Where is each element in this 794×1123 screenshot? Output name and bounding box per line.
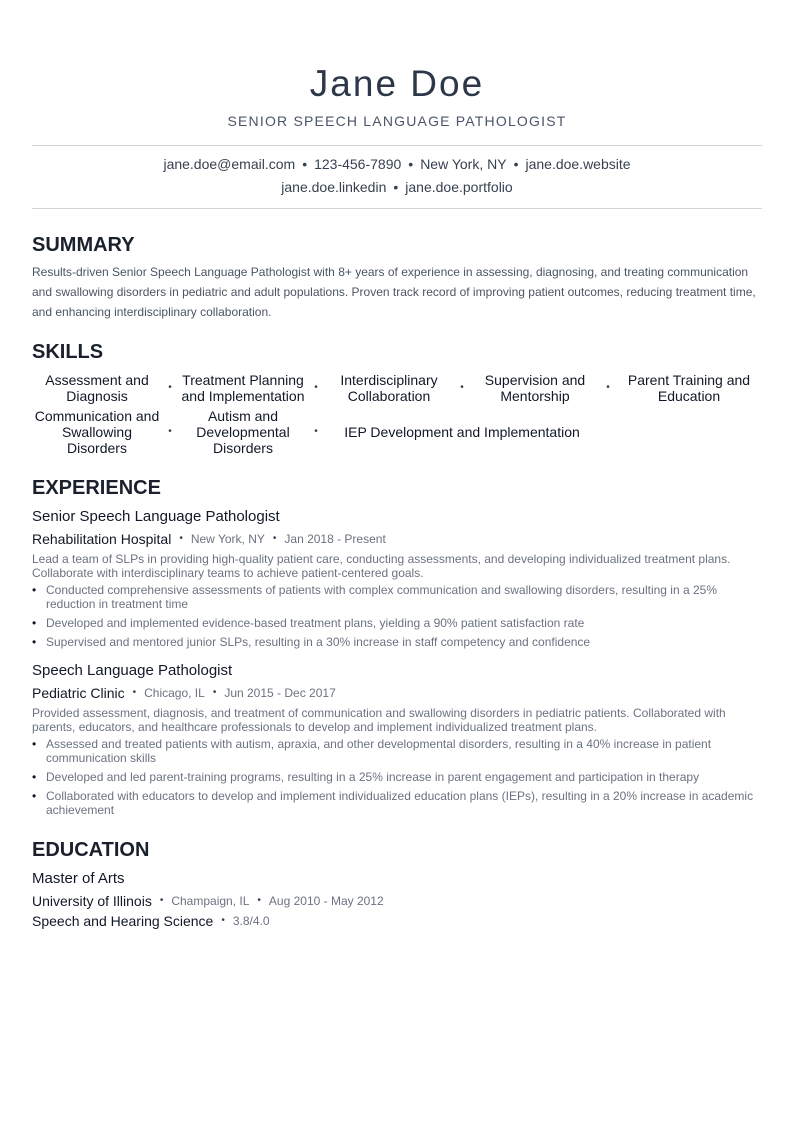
- skill-separator: •: [168, 382, 172, 393]
- skill-item: IEP Development and Implementation: [344, 424, 580, 440]
- contact-block: [32, 146, 762, 208]
- contact-line-2: [32, 176, 762, 199]
- skill-separator: •: [314, 426, 318, 437]
- contact-separator: •: [393, 179, 399, 195]
- skill-separator: •: [606, 382, 610, 393]
- skill-item: Interdisciplinary Collaboration: [340, 372, 438, 404]
- job-dates: Jan 2018 - Present: [284, 532, 386, 546]
- list-item: • Assessed and treated patients with autism, apraxia, and other developmental disorders, resulting in a 40% increase in patient communication skills: [32, 737, 762, 765]
- contact-linkedin[interactable]: jane.doe.linkedin: [281, 179, 387, 195]
- education-meta: [32, 892, 762, 910]
- contact-email[interactable]: jane.doe@email.com: [163, 156, 296, 172]
- skill-item: Treatment Planning and Implementation: [181, 372, 305, 404]
- education-dates: Aug 2010 - May 2012: [268, 894, 384, 908]
- job-employer: Pediatric Clinic: [32, 685, 125, 701]
- summary-text: Results-driven Senior Speech Language Pathologist with 8+ years of experience in assessing, diagnosing, and treating communication and swallowing disorders in pediatric and adult populations. Proven track record of improving patient outcomes, reducing treatment time, and enhancing interdisciplinary collaboration.: [32, 265, 756, 319]
- job-location: New York, NY: [190, 532, 265, 546]
- job-dates: Jun 2015 - Dec 2017: [224, 686, 336, 700]
- education-heading: EDUCATION: [32, 839, 150, 861]
- job-entry: [32, 662, 762, 817]
- header-divider-bottom: [32, 208, 762, 209]
- job-location: Chicago, IL: [144, 686, 205, 700]
- education-degree: Master of Arts: [32, 870, 125, 887]
- contact-separator: •: [513, 156, 519, 172]
- list-item: • Developed and led parent-training programs, resulting in a 25% increase in parent engagement and participation in therapy: [32, 770, 762, 784]
- meta-separator: •: [272, 533, 277, 544]
- candidate-name: Jane Doe: [309, 63, 485, 104]
- list-item: • Collaborated with educators to develop and implement individualized education plans (IEPs), resulting in a 20% increase in academic achievement: [32, 789, 762, 817]
- job-title: Senior Speech Language Pathologist: [32, 508, 280, 525]
- skills-grid: [32, 372, 762, 456]
- education-location: Champaign, IL: [171, 894, 250, 908]
- meta-separator: •: [212, 687, 217, 698]
- contact-separator: •: [408, 156, 414, 172]
- skills-heading: SKILLS: [32, 341, 104, 363]
- job-entry: [32, 508, 762, 649]
- contact-location: New York, NY: [420, 156, 507, 172]
- job-description: Lead a team of SLPs in providing high-quality patient care, conducting assessments, and developing individualized treatment plans. Collaborate with interdisciplinary teams to achieve patient-centered goals.: [32, 552, 731, 580]
- contact-separator: •: [302, 156, 308, 172]
- skill-item: Communication and Swallowing Disorders: [34, 408, 160, 456]
- candidate-title: SENIOR SPEECH LANGUAGE PATHOLOGIST: [227, 113, 567, 129]
- job-title: Speech Language Pathologist: [32, 662, 233, 679]
- skill-item: Assessment and Diagnosis: [45, 372, 149, 404]
- meta-separator: •: [257, 895, 261, 906]
- skill-item: Supervision and Mentorship: [484, 372, 586, 404]
- meta-separator: •: [221, 915, 225, 926]
- job-employer: Rehabilitation Hospital: [32, 531, 172, 547]
- list-item: • Conducted comprehensive assessments of patients with complex communication and swallowing disorders, resulting in a 25% reduction in treatment time: [32, 583, 762, 611]
- job-bullets: [32, 583, 762, 649]
- list-item: • Supervised and mentored junior SLPs, resulting in a 30% increase in staff competency and confidence: [32, 635, 762, 649]
- skill-item: Autism and Developmental Disorders: [196, 408, 290, 456]
- meta-separator: •: [132, 687, 137, 698]
- list-item: • Developed and implemented evidence-based treatment plans, yielding a 90% patient satisfaction rate: [32, 616, 762, 630]
- job-meta: [32, 684, 762, 702]
- skill-separator: •: [168, 426, 172, 437]
- education-gpa: 3.8/4.0: [232, 914, 270, 928]
- education-school: University of Illinois: [32, 893, 152, 909]
- education-major-line: [32, 912, 762, 930]
- summary-heading: SUMMARY: [32, 234, 135, 256]
- job-bullets: [32, 737, 762, 817]
- job-meta: [32, 530, 762, 548]
- contact-portfolio[interactable]: jane.doe.portfolio: [405, 179, 513, 195]
- meta-separator: •: [159, 895, 164, 906]
- contact-website[interactable]: jane.doe.website: [525, 156, 631, 172]
- job-description: Provided assessment, diagnosis, and treatment of communication and swallowing disorders in pediatric patients. Collaborated with parents, educators, and healthcare professionals to develop and implement individualized treatment plans.: [32, 706, 726, 734]
- contact-phone[interactable]: 123-456-7890: [314, 156, 402, 172]
- skill-item: Parent Training and Education: [627, 372, 751, 404]
- contact-line-1: [32, 153, 762, 176]
- experience-heading: EXPERIENCE: [32, 477, 161, 499]
- education-major: Speech and Hearing Science: [32, 913, 214, 929]
- meta-separator: •: [179, 533, 183, 544]
- skill-separator: •: [460, 382, 464, 393]
- skill-separator: •: [314, 382, 318, 393]
